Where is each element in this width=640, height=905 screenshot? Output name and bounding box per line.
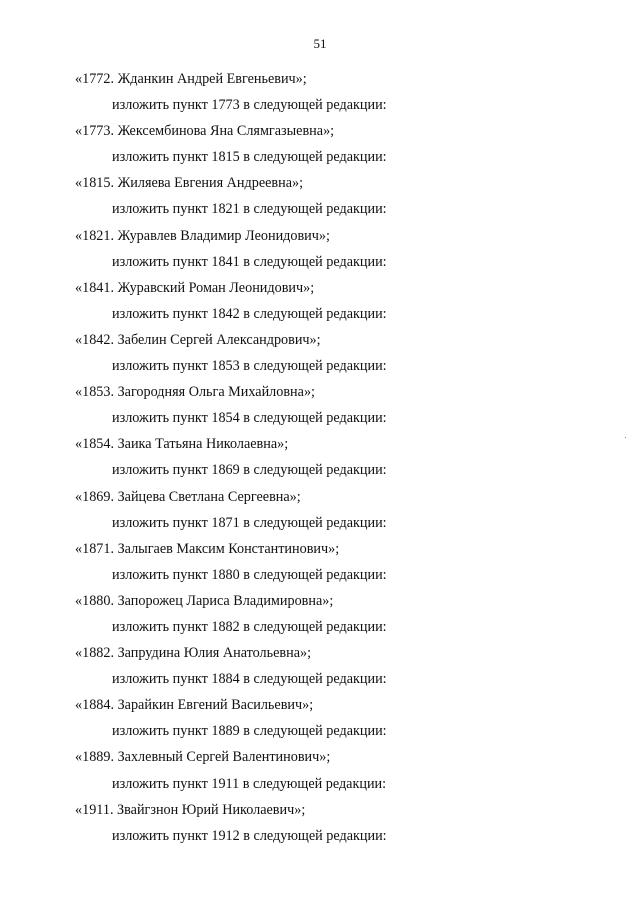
list-entry: «1821. Журавлев Владимир Леонидович»; (75, 227, 330, 244)
list-entry: «1880. Запорожец Лариса Владимировна»; (75, 592, 334, 609)
list-entry: «1854. Заика Татьяна Николаевна»; (75, 436, 289, 453)
list-entry: «1815. Жиляева Евгения Андреевна»; (75, 175, 304, 192)
list-entry: «1882. Запрудина Юлия Анатольевна»; (75, 645, 312, 662)
list-entry: «1841. Журавский Роман Леонидович»; (75, 279, 315, 296)
list-entry: «1853. Загородняя Ольга Михайловна»; (75, 384, 315, 401)
list-entry: «1842. Забелин Сергей Александрович»; (75, 331, 321, 348)
edit-instruction: изложить пункт 1869 в следующей редакции: (112, 462, 387, 479)
list-entry: «1884. Зарайкин Евгений Васильевич»; (75, 697, 314, 714)
edit-instruction: изложить пункт 1841 в следующей редакции: (112, 253, 387, 270)
list-entry: «1772. Жданкин Андрей Евгеньевич»; (75, 71, 307, 87)
edit-instruction: изложить пункт 1853 в следующей редакции: (112, 358, 387, 375)
list-entry: «1773. Жексембинова Яна Слямгазыевна»; (75, 123, 335, 140)
edit-instruction: изложить пункт 1854 в следующей редакции: (112, 410, 387, 427)
edit-instruction: изложить пункт 1912 в следующей редакции: (112, 827, 387, 844)
edit-instruction: изложить пункт 1773 в следующей редакции: (112, 97, 387, 114)
page-number: 51 (313, 36, 327, 51)
edit-instruction: изложить пункт 1911 в следующей редакции: (112, 775, 387, 792)
edit-instruction: изложить пункт 1889 в следующей редакции: (112, 723, 387, 740)
edit-instruction: изложить пункт 1815 в следующей редакции: (112, 149, 387, 166)
list-entry: «1869. Зайцева Светлана Сергеевна»; (75, 488, 301, 505)
edit-instruction: изложить пункт 1871 в следующей редакции: (112, 514, 387, 531)
scan-speck (625, 437, 626, 438)
edit-instruction: изложить пункт 1882 в следующей редакции: (112, 618, 387, 635)
document-body (0, 66, 640, 849)
edit-instruction: изложить пункт 1884 в следующей редакции: (112, 671, 387, 688)
edit-instruction: изложить пункт 1842 в следующей редакции: (112, 305, 387, 322)
list-entry: «1871. Залыгаев Максим Константинович»; (75, 540, 340, 557)
list-entry: «1889. Захлевный Сергей Валентинович»; (75, 749, 331, 766)
edit-instruction: изложить пункт 1821 в следующей редакции: (112, 201, 387, 218)
edit-instruction: изложить пункт 1880 в следующей редакции: (112, 566, 387, 583)
list-entry: «1911. Звайгзнон Юрий Николаевич»; (75, 801, 306, 818)
